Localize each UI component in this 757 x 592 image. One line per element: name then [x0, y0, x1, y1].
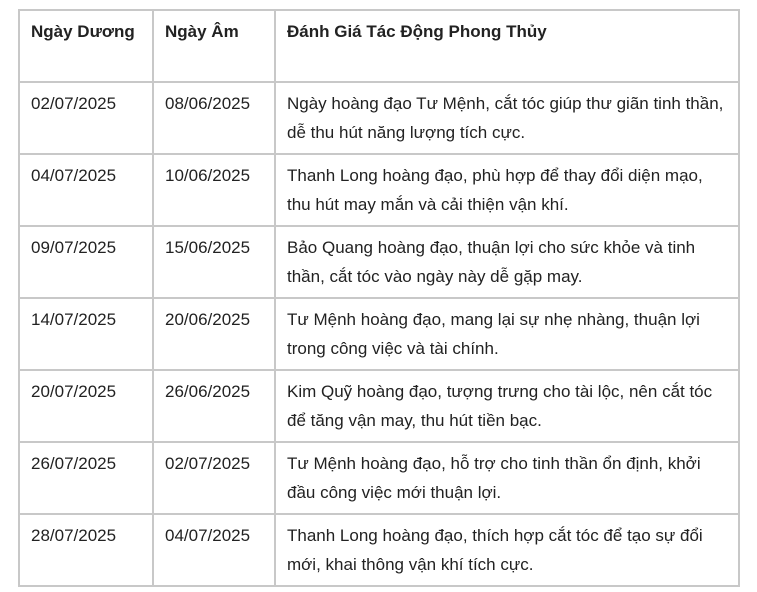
table-row: [19, 154, 739, 226]
cell-solar-date: 14/07/2025: [19, 298, 153, 370]
cell-lunar-date: 15/06/2025: [153, 226, 275, 298]
cell-lunar-date: 20/06/2025: [153, 298, 275, 370]
table-row: [19, 370, 739, 442]
cell-solar-date: 02/07/2025: [19, 82, 153, 154]
cell-lunar-date: 08/06/2025: [153, 82, 275, 154]
table-row: [19, 298, 739, 370]
cell-assessment: Thanh Long hoàng đạo, thích hợp cắt tóc để tạo sự đổi mới, khai thông vận khí tích cực.: [275, 514, 739, 586]
table-row: [19, 226, 739, 298]
cell-solar-date: 04/07/2025: [19, 154, 153, 226]
header-assessment: Đánh Giá Tác Động Phong Thủy: [275, 10, 739, 82]
cell-lunar-date: 10/06/2025: [153, 154, 275, 226]
cell-solar-date: 20/07/2025: [19, 370, 153, 442]
cell-assessment: Ngày hoàng đạo Tư Mệnh, cắt tóc giúp thư giãn tinh thần, dễ thu hút năng lượng tích cực.: [275, 82, 739, 154]
cell-assessment: Tư Mệnh hoàng đạo, mang lại sự nhẹ nhàng, thuận lợi trong công việc và tài chính.: [275, 298, 739, 370]
header-solar-date: Ngày Dương: [19, 10, 153, 82]
table-row: [19, 442, 739, 514]
haircut-date-table: [18, 9, 740, 587]
cell-solar-date: 26/07/2025: [19, 442, 153, 514]
cell-lunar-date: 02/07/2025: [153, 442, 275, 514]
table-row: [19, 514, 739, 586]
cell-assessment: Kim Quỹ hoàng đạo, tượng trưng cho tài lộc, nên cắt tóc để tăng vận may, thu hút tiền bạc.: [275, 370, 739, 442]
table-row: [19, 82, 739, 154]
cell-lunar-date: 04/07/2025: [153, 514, 275, 586]
cell-lunar-date: 26/06/2025: [153, 370, 275, 442]
cell-assessment: Thanh Long hoàng đạo, phù hợp để thay đổi diện mạo, thu hút may mắn và cải thiện vận khí.: [275, 154, 739, 226]
cell-solar-date: 09/07/2025: [19, 226, 153, 298]
cell-solar-date: 28/07/2025: [19, 514, 153, 586]
cell-assessment: Bảo Quang hoàng đạo, thuận lợi cho sức khỏe và tinh thần, cắt tóc vào ngày này dễ gặp may.: [275, 226, 739, 298]
table-header-row: [19, 10, 739, 82]
header-lunar-date: Ngày Âm: [153, 10, 275, 82]
cell-assessment: Tư Mệnh hoàng đạo, hỗ trợ cho tinh thần ổn định, khởi đầu công việc mới thuận lợi.: [275, 442, 739, 514]
